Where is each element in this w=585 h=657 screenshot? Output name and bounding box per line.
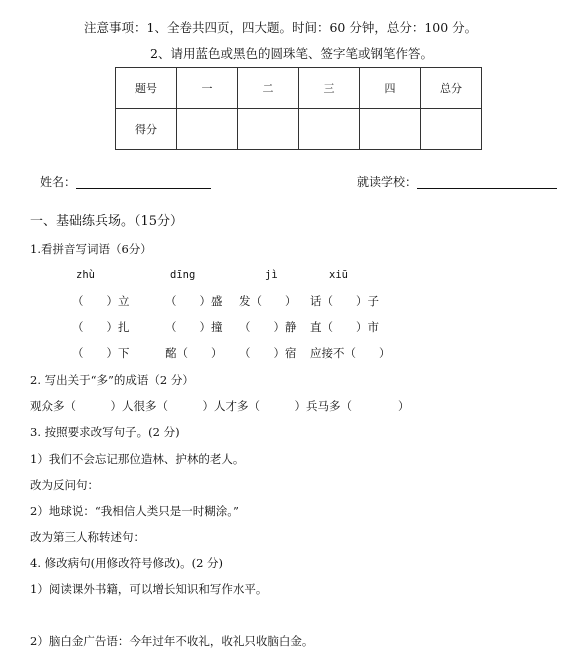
word-blank[interactable]: 发（ ）	[239, 294, 297, 308]
score-table-cell: 二	[238, 68, 299, 109]
q1-title: 1.看拼音写词语（6分）	[30, 242, 152, 256]
score-table-cell: 得分	[116, 109, 177, 150]
score-table-score-row	[116, 109, 482, 150]
score-table-cell: 一	[177, 68, 238, 109]
score-table-header-row	[116, 68, 482, 109]
notice-line-2: 2、请用蓝色或黑色的圆珠笔、签字笔或钢笔作答。	[150, 46, 433, 61]
word-blank[interactable]: 应接不（ ）	[310, 346, 391, 360]
pinyin-label: xiū	[329, 269, 348, 281]
score-blank-cell[interactable]	[360, 109, 421, 150]
score-table-cell: 题号	[116, 68, 177, 109]
name-label: 姓名：	[40, 175, 77, 189]
q3-item-2-instruction: 改为第三人称转述句：	[30, 530, 145, 544]
score-table-cell: 总分	[421, 68, 482, 109]
word-blank[interactable]: （ ）静	[239, 320, 297, 334]
q3-title: 3. 按照要求改写句子。(2 分)	[30, 425, 180, 439]
score-table-cell: 四	[360, 68, 421, 109]
q3-item-2: 2）地球说：“我相信人类只是一时糊涂。”	[30, 504, 239, 518]
word-blank[interactable]: （ ）扎	[72, 320, 130, 334]
q2-title: 2. 写出关于“多”的成语（2 分）	[30, 373, 194, 387]
score-blank-cell[interactable]	[299, 109, 360, 150]
score-table	[115, 67, 482, 150]
word-blank[interactable]: （ ）下	[72, 346, 130, 360]
q3-item-1: 1）我们不会忘记那位造林、护林的老人。	[30, 452, 245, 466]
school-blank[interactable]	[417, 176, 557, 189]
q4-item-1: 1）阅读课外书籍，可以增长知识和写作水平。	[30, 582, 268, 596]
word-blank[interactable]: （ ）盛	[165, 294, 223, 308]
word-blank[interactable]: （ ）撞	[165, 320, 223, 334]
name-blank[interactable]	[76, 176, 211, 189]
score-table-cell: 三	[299, 68, 360, 109]
q2-answer-line[interactable]: 观众多（ ）人很多（ ）人才多（ ）兵马多（ ）	[30, 399, 410, 413]
q3-item-1-instruction: 改为反问句：	[30, 478, 99, 492]
score-blank-cell[interactable]	[421, 109, 482, 150]
word-blank[interactable]: 直（ ）市	[310, 320, 379, 334]
pinyin-label: jì	[265, 269, 278, 281]
word-blank[interactable]: 话（ ）子	[310, 294, 379, 308]
score-blank-cell[interactable]	[238, 109, 299, 150]
q4-item-2: 2）脑白金广告语：今年过年不收礼，收礼只收脑白金。	[30, 634, 314, 648]
name-field	[40, 175, 211, 189]
school-field	[357, 175, 557, 189]
q4-title: 4. 修改病句(用修改符号修改)。(2 分)	[30, 556, 224, 570]
word-blank[interactable]: （ ）立	[72, 294, 130, 308]
pinyin-label: dīng	[170, 269, 196, 281]
word-blank[interactable]: 酩（ ）	[165, 346, 223, 360]
word-blank[interactable]: （ ）宿	[239, 346, 297, 360]
section-1-title: 一、基础练兵场。（15分）	[30, 214, 184, 229]
pinyin-label: zhù	[76, 269, 95, 281]
score-blank-cell[interactable]	[177, 109, 238, 150]
notice-line-1: 注意事项：1、全卷共四页，四大题。时间：60 分钟，总分：100 分。	[84, 20, 478, 35]
school-label: 就读学校：	[357, 175, 418, 189]
